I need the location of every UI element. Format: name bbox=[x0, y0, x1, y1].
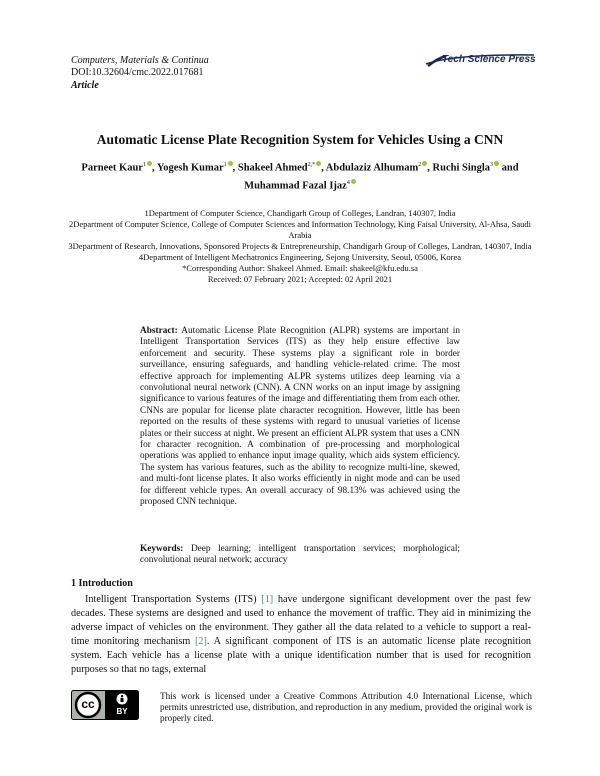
author: Abdulaziz Alhumam bbox=[325, 162, 419, 174]
license-text: This work is licensed under a Creative Commons Attribution 4.0 International License, which permits unrestricted use, distribution, and reproduction in any medium, provided the original work is properly cited. bbox=[160, 691, 532, 724]
author-affiliation-mark: 2,* bbox=[307, 162, 316, 168]
abstract-text: Automatic License Plate Recognition (ALPR) systems are important in Intelligent Transportation Services (ITS) as they help ensure effective law enforcement and security. These systems play a significant role in border surveillance, ensuring safeguards, and handling vehicle-related crime. The most effective approach for implementing ALPR systems utilizes deep learning via a convolutional neural network (CNN). A CNN works on an input image by assigning significance to various features of the image and differentiating them from each other. CNNs are popular for license plate character recognition. However, little has been reported on the results of these systems with regard to unusual varieties of license plates or their success at night. We present an efficient ALPR system that uses a CNN for character recognition. A combination of pre-processing and morphological operations was applied to enhance input image quality, which aids system efficiency. The system has various features, such as the ability to recognize multi-line, skewed, and multi-font license plates. It also works efficiently in night mode and can be used for different vehicle types. An overall accuracy of 98.13% was achieved using the proposed CNN technique. bbox=[140, 326, 460, 508]
doi: DOI:10.32604/cmc.2022.017681 bbox=[71, 67, 204, 78]
author-affiliation-mark: 3 bbox=[490, 162, 493, 168]
abstract bbox=[140, 326, 460, 509]
paper-title: Automatic License Plate Recognition System for Vehicles Using a CNN bbox=[96, 132, 504, 147]
affiliation: 2Department of Computer Science, College of Computer Sciences and Information Technology, King Faisal University, Al-Ahsa, Saudi Arabia bbox=[68, 219, 531, 240]
citation-link[interactable]: [1] bbox=[261, 594, 274, 605]
keywords bbox=[140, 544, 460, 567]
author-conjunction: and bbox=[501, 162, 519, 174]
author-list: Parneet Kaur$^1$ , Yogesh Kumar$^1$ , Shakeel Ahmed$^{2,*}$ , Abdulaziz Alhumam$^2$ , Ruchi Singla$^3$ and Muhammad Fazal Ijaz$^4$ bbox=[81, 162, 519, 191]
cc-badge-label: cc bbox=[81, 697, 95, 711]
author: Parneet Kaur bbox=[81, 162, 143, 174]
author: Yogesh Kumar bbox=[156, 162, 224, 174]
corresponding-author: *Corresponding Author: Shakeel Ahmed. Email: shakeel@kfu.edu.sa bbox=[182, 263, 418, 273]
dates: Received: 07 February 2021; Accepted: 02 April 2021 bbox=[207, 274, 393, 284]
affiliation: 1Department of Computer Science, Chandigarh Group of Colleges, Landran, 140307, India bbox=[144, 208, 456, 218]
keywords-label: Keywords: bbox=[140, 544, 184, 554]
author: Shakeel Ahmed bbox=[237, 162, 308, 174]
orcid-icon[interactable] bbox=[494, 161, 499, 166]
publisher-name: Tech Science Press bbox=[442, 54, 536, 65]
author: Muhammad Fazal Ijaz bbox=[244, 180, 347, 191]
by-badge-label: BY bbox=[116, 707, 128, 716]
author-affiliation-mark: 2 bbox=[418, 162, 422, 168]
keywords-text: Deep learning; intelligent transportation services; morphological; convolutional neural network; accuracy bbox=[140, 544, 460, 566]
orcid-icon[interactable] bbox=[316, 161, 321, 166]
publisher-logo bbox=[424, 52, 536, 68]
intro-text: . A significant component of ITS is an automatic license plate recognition system. Each vehicle has a license plate with a unique identification number that is used for recognition purposes so that no tags, external bbox=[71, 636, 532, 676]
affiliations bbox=[60, 208, 540, 285]
article-type: Article bbox=[71, 80, 99, 91]
orcid-icon[interactable] bbox=[351, 179, 356, 184]
citation-link[interactable]: [2] bbox=[195, 636, 207, 648]
author-affiliation-mark: 1 bbox=[223, 162, 227, 168]
intro-paragraph bbox=[71, 593, 531, 678]
section-heading: 1 Introduction bbox=[71, 578, 133, 589]
affiliation: 3Department of Research, Innovations, Sponsored Projects & Entrepreneurship, Chandigarh Group of Colleges, Landran, 140307, India bbox=[68, 241, 532, 251]
cc-license-badge[interactable] bbox=[71, 690, 139, 720]
author-affiliation-mark: 4 bbox=[346, 179, 350, 186]
author: Ruchi Singla bbox=[432, 162, 490, 174]
affiliation: 4Department of Intelligent Mechatronics Engineering, Sejong University, Seoul, 05006, Korea bbox=[138, 252, 462, 262]
intro-text: have undergone significant development over the past few decades. These systems are designed and used to enhance the movement of traffic. They aid in minimizing the adverse impact of vehicles on the environment. They gather all the data related to a vehicle to support a real-time monitoring mechanism bbox=[71, 594, 531, 648]
orcid-icon[interactable] bbox=[422, 161, 427, 166]
author-affiliation-mark: 1 bbox=[142, 162, 146, 168]
orcid-icon[interactable] bbox=[147, 161, 152, 166]
orcid-icon[interactable] bbox=[228, 161, 233, 166]
journal-name: Computers, Materials & Continua bbox=[71, 55, 209, 66]
intro-text: Intelligent Transportation Systems (ITS) bbox=[85, 594, 262, 605]
abstract-label: Abstract: bbox=[140, 326, 178, 336]
